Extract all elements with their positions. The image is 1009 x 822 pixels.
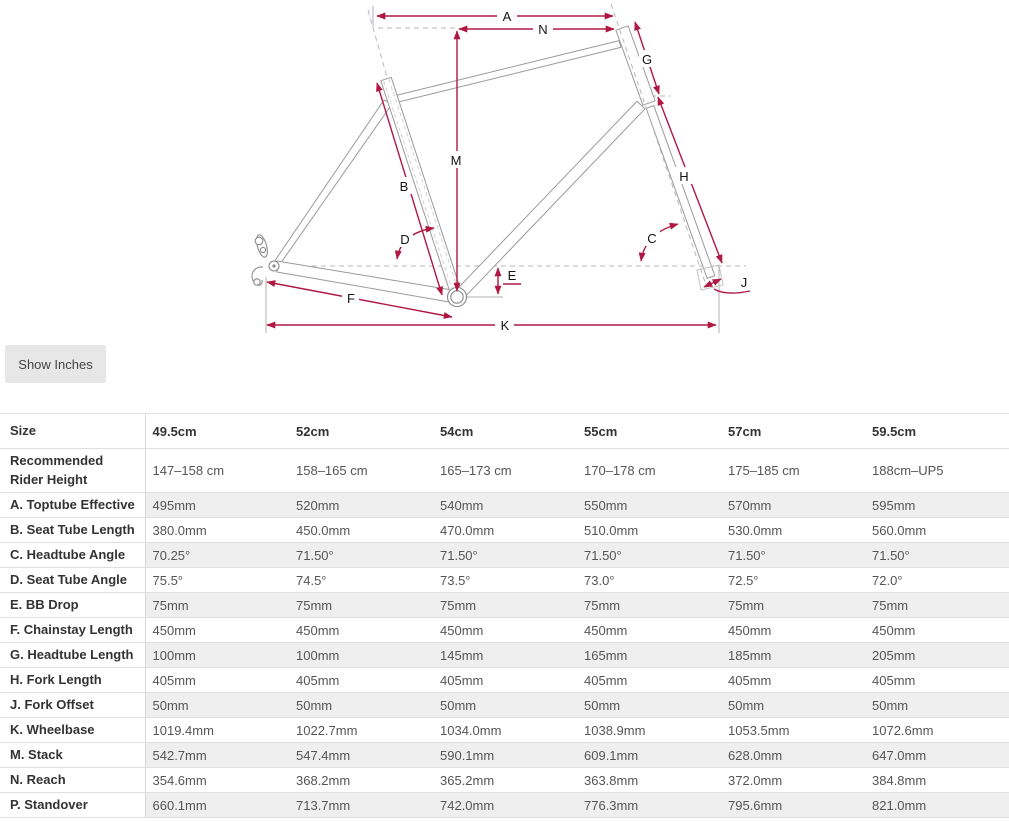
col-header-size: Size: [0, 414, 145, 449]
col-header: 57cm: [728, 423, 762, 439]
cell: 1053.5mm: [728, 722, 790, 738]
cell: 354.6mm: [152, 772, 207, 788]
cell: 450mm: [152, 622, 196, 638]
table-row: [0, 643, 1009, 668]
cell: 570mm: [721, 493, 865, 518]
dim-label-K: K: [500, 318, 510, 333]
row-label: H. Fork Length: [0, 668, 145, 693]
table-row: [0, 543, 1009, 568]
dim-label-A: A: [502, 9, 512, 24]
cell: 188cm–UP5: [872, 463, 944, 478]
cell: 363.8mm: [584, 772, 639, 788]
table-row: [0, 568, 1009, 593]
cell: 100mm: [289, 643, 433, 668]
cell: 73.0°: [584, 572, 615, 588]
cell: 660.1mm: [145, 793, 289, 818]
cell: 405mm: [728, 672, 772, 688]
dim-label-F: F: [347, 291, 355, 306]
row-label: M. Stack: [0, 743, 145, 768]
frame-geometry-diagram: [0, 0, 1009, 345]
table-row: [0, 693, 1009, 718]
dim-label-M: M: [450, 153, 462, 168]
cell: 74.5°: [296, 572, 327, 588]
cell: 530.0mm: [728, 522, 783, 538]
table-row: [0, 518, 1009, 543]
cell: 405mm: [152, 672, 196, 688]
cell: 75mm: [721, 593, 865, 618]
cell: 470.0mm: [440, 522, 495, 538]
cell: 405mm: [296, 672, 340, 688]
row-label: Recommended Rider Height: [0, 449, 145, 493]
geometry-table-body: [0, 449, 1009, 818]
cell: 742.0mm: [433, 793, 577, 818]
row-label: A. Toptube Effective: [0, 493, 145, 518]
row-label: K. Wheelbase: [0, 718, 145, 743]
header-row: [0, 414, 1009, 449]
cell: 71.50°: [289, 543, 433, 568]
dim-label-E: E: [507, 268, 517, 283]
dim-label-H: H: [679, 169, 689, 184]
cell: 450mm: [296, 622, 340, 638]
cell: 609.1mm: [577, 743, 721, 768]
cell: 72.5°: [728, 572, 759, 588]
cell: 713.7mm: [289, 793, 433, 818]
table-row: [0, 593, 1009, 618]
cell: 450mm: [584, 622, 628, 638]
col-header: 55cm: [584, 423, 618, 439]
cell: 75mm: [433, 593, 577, 618]
row-label: D. Seat Tube Angle: [0, 568, 145, 593]
cell: 1019.4mm: [152, 722, 214, 738]
cell: 450.0mm: [296, 522, 351, 538]
cell: 1022.7mm: [296, 722, 358, 738]
table-row: [0, 793, 1009, 818]
cell: 50mm: [289, 693, 433, 718]
cell: 510.0mm: [584, 522, 639, 538]
geometry-table: [0, 413, 1009, 818]
cell: 75mm: [289, 593, 433, 618]
cell: 405mm: [440, 672, 484, 688]
cell: 50mm: [577, 693, 721, 718]
cell: 175–185 cm: [728, 463, 800, 478]
cell: 450mm: [728, 622, 772, 638]
table-row: [0, 768, 1009, 793]
cell: 520mm: [289, 493, 433, 518]
cell: 147–158 cm: [152, 463, 225, 478]
dim-label-J: J: [740, 275, 748, 290]
dim-label-N: N: [538, 22, 548, 37]
cell: 165mm: [577, 643, 721, 668]
col-header: 54cm: [440, 423, 474, 439]
col-header: 59.5cm: [872, 423, 917, 439]
cell: 547.4mm: [289, 743, 433, 768]
cell: 158–165 cm: [296, 463, 368, 478]
cell: 71.50°: [721, 543, 865, 568]
cell: 647.0mm: [865, 743, 1009, 768]
dim-label-G: G: [641, 52, 653, 67]
dim-label-C: C: [647, 231, 657, 246]
cell: 560.0mm: [872, 522, 927, 538]
table-row: [0, 718, 1009, 743]
cell: 1072.6mm: [872, 722, 934, 738]
row-label: G. Headtube Length: [0, 643, 145, 668]
cell: 50mm: [433, 693, 577, 718]
cell: 590.1mm: [433, 743, 577, 768]
row-label: F. Chainstay Length: [0, 618, 145, 643]
cell: 72.0°: [872, 572, 903, 588]
cell: 70.25°: [145, 543, 289, 568]
row-label: N. Reach: [0, 768, 145, 793]
col-header: 49.5cm: [152, 423, 197, 439]
row-label: E. BB Drop: [0, 593, 145, 618]
cell: 542.7mm: [145, 743, 289, 768]
dim-label-B: B: [399, 179, 409, 194]
cell: 495mm: [145, 493, 289, 518]
cell: 821.0mm: [865, 793, 1009, 818]
table-row: [0, 668, 1009, 693]
cell: 380.0mm: [152, 522, 207, 538]
cell: 73.5°: [440, 572, 471, 588]
cell: 75mm: [577, 593, 721, 618]
cell: 1034.0mm: [440, 722, 502, 738]
row-label: C. Headtube Angle: [0, 543, 145, 568]
cell: 50mm: [865, 693, 1009, 718]
cell: 71.50°: [577, 543, 721, 568]
cell: 405mm: [872, 672, 916, 688]
table-row: [0, 743, 1009, 768]
cell: 205mm: [865, 643, 1009, 668]
col-header: 52cm: [296, 423, 330, 439]
cell: 75mm: [145, 593, 289, 618]
row-label: P. Standover: [0, 793, 145, 818]
row-label: J. Fork Offset: [0, 693, 145, 718]
cell: 50mm: [145, 693, 289, 718]
cell: 1038.9mm: [584, 722, 646, 738]
table-row: [0, 618, 1009, 643]
cell: 185mm: [721, 643, 865, 668]
cell: 405mm: [584, 672, 628, 688]
cell: 776.3mm: [577, 793, 721, 818]
cell: 372.0mm: [728, 772, 783, 788]
bike-frame: [274, 4, 723, 307]
cell: 540mm: [433, 493, 577, 518]
cell: 550mm: [577, 493, 721, 518]
cell: 170–178 cm: [584, 463, 656, 478]
cell: 450mm: [440, 622, 484, 638]
cell: 50mm: [721, 693, 865, 718]
cell: 100mm: [145, 643, 289, 668]
cell: 75mm: [865, 593, 1009, 618]
cell: 368.2mm: [296, 772, 351, 788]
cell: 71.50°: [433, 543, 577, 568]
row-label: B. Seat Tube Length: [0, 518, 145, 543]
cell: 165–173 cm: [440, 463, 512, 478]
table-row: [0, 493, 1009, 518]
cell: 365.2mm: [440, 772, 495, 788]
cell: 628.0mm: [721, 743, 865, 768]
cell: 71.50°: [865, 543, 1009, 568]
cell: 145mm: [433, 643, 577, 668]
geometry-table-head: [0, 414, 1009, 449]
cell: 75.5°: [152, 572, 184, 588]
table-row: [0, 449, 1009, 493]
cell: 795.6mm: [721, 793, 865, 818]
cell: 384.8mm: [872, 772, 927, 788]
cell: 595mm: [865, 493, 1009, 518]
cell: 450mm: [872, 622, 916, 638]
dim-label-D: D: [400, 232, 410, 247]
show-inches-button[interactable]: Show Inches: [5, 345, 106, 383]
